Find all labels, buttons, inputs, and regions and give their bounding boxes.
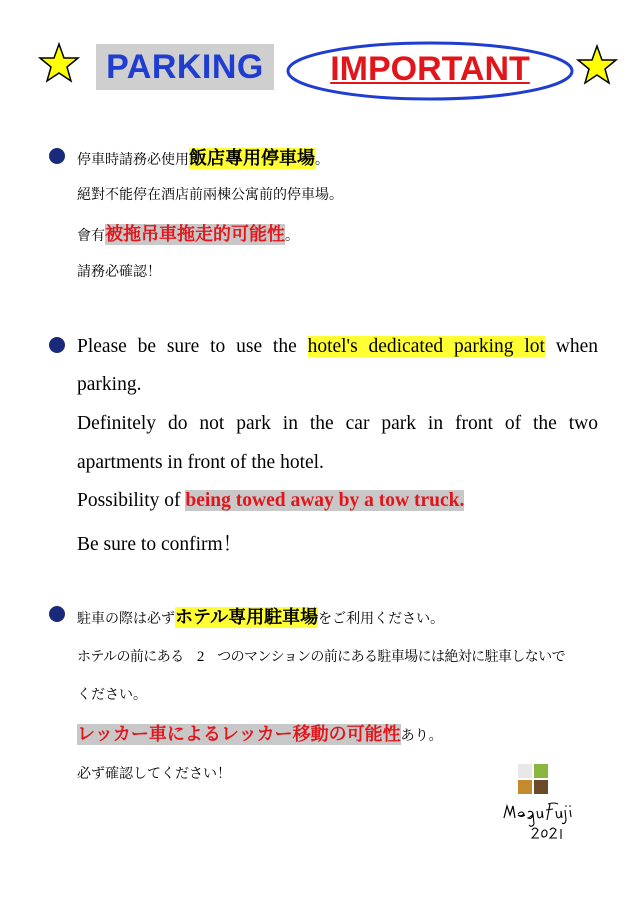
ja-line-1-end: をご利用ください。 <box>318 611 445 627</box>
title-important: IMPORTANT <box>330 50 530 88</box>
ja-line-4 <box>77 720 443 746</box>
bullet-icon-chinese <box>49 148 65 164</box>
zh-highlight-hotel-parking: 飯店專用停車場 <box>189 148 315 169</box>
ja-line-2-end: つのマンションの前にある駐車場には絶対に駐車しないで <box>203 649 565 665</box>
en-line-1-text: Please be sure to use the <box>77 336 308 357</box>
ja-line-4-end: あり。 <box>400 728 443 744</box>
ja-line-2 <box>77 646 565 666</box>
ja-highlight-tow-warning: レッカー車によるレッカー移動の可能性 <box>77 724 401 745</box>
ja-line-2-number: 2 <box>196 649 204 665</box>
hotel-logo-icon <box>518 764 548 794</box>
zh-line-4: 請務必確認！ <box>77 264 161 280</box>
zh-line-3-end: 。 <box>285 228 299 244</box>
ja-highlight-hotel-parking: ホテル専用駐車場 <box>175 607 319 628</box>
signature-megu-fuji <box>500 800 580 842</box>
en-highlight-hotel-parking: hotel's dedicated parking lot <box>307 336 545 357</box>
ja-line-1-text: 駐車の際は必ず <box>77 611 175 627</box>
zh-line-1 <box>77 144 329 170</box>
ja-line-3: ください。 <box>77 687 147 703</box>
zh-line-3-text: 會有 <box>77 228 105 244</box>
en-highlight-tow-warning: being towed away by a tow truck. <box>185 490 465 511</box>
en-line-2: parking. <box>77 374 142 395</box>
star-icon-right <box>576 44 618 86</box>
en-line-1 <box>77 336 598 358</box>
bullet-icon-english <box>49 337 65 353</box>
en-line-3: Definitely do not park in the car park in front of the two <box>77 413 598 434</box>
zh-line-1-end: 。 <box>315 152 329 168</box>
title-parking: PARKING <box>96 44 274 90</box>
ja-line-2-text: ホテルの前にある <box>77 649 197 665</box>
ja-line-5: 必ず確認してください！ <box>77 766 231 782</box>
zh-highlight-tow-warning: 被拖吊車拖走的可能性 <box>105 224 285 245</box>
en-line-5 <box>77 490 598 512</box>
star-icon-left <box>38 42 80 84</box>
en-line-6: Be sure to confirm！ <box>77 534 243 555</box>
zh-line-3 <box>77 220 299 246</box>
zh-line-2: 絕對不能停在酒店前兩棟公寓前的停車場。 <box>77 187 343 203</box>
en-line-4: apartments in front of the hotel. <box>77 452 324 473</box>
zh-line-1-text: 停車時請務必使用 <box>77 152 189 168</box>
title-important-oval <box>285 40 575 102</box>
ja-line-1 <box>77 603 444 629</box>
en-line-5-text: Possibility of <box>77 490 186 511</box>
bullet-icon-japanese <box>49 606 65 622</box>
en-line-1-end: when <box>544 336 598 357</box>
